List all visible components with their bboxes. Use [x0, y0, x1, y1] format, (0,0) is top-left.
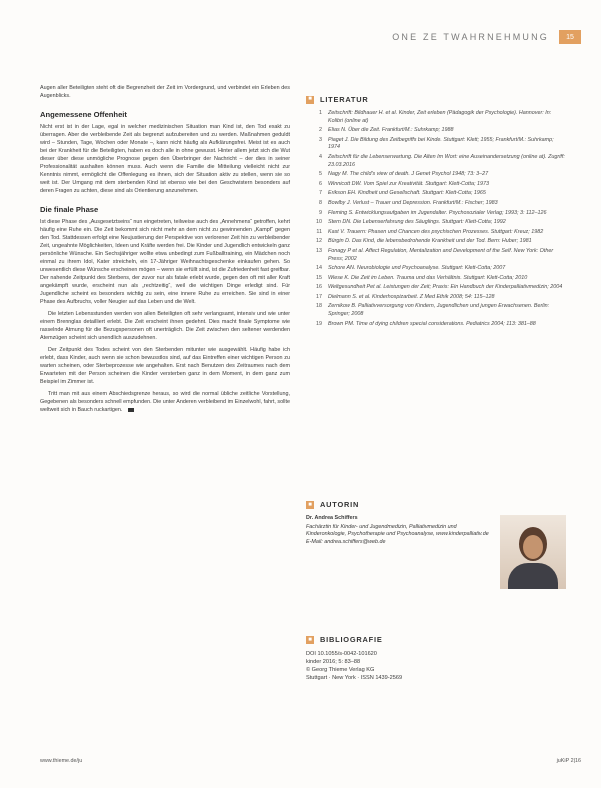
reference-number: 3 — [319, 136, 322, 143]
reference-text: Erikson EH. Kindheit und Gesellschaft. Stuttgart: Klett-Cotta; 1965 — [328, 190, 486, 197]
section-title: ONE ZE TWAHRNEHMUNG — [392, 32, 549, 42]
reference-number: 18 — [316, 303, 322, 310]
reference-text: Winnicott DW. Vom Spiel zur Kreativität. Stuttgart: Klett-Cotta; 1973 — [328, 180, 490, 187]
author-photo — [500, 515, 566, 589]
reference-text: Wiese K. Die Zeit im Leben. Trauma und das Verhältnis. Stuttgart: Klett-Cotta; 2010 — [328, 274, 528, 281]
reference-text: Elias N. Über die Zeit. Frankfurt/M.: Suhrkamp; 1988 — [328, 127, 454, 134]
literature-header — [306, 96, 566, 104]
reference-item — [306, 265, 566, 273]
reference-item — [306, 190, 566, 198]
photo-body-shape — [508, 563, 558, 589]
footer-url: www.thieme.de/ju — [40, 758, 83, 764]
reference-item — [306, 171, 566, 179]
reference-text: Piaget J. Die Bildung des Zeitbegriffs bei Kinde. Stuttgart: Klett; 1955; Frankfurt/M.: Suhrkamp; 1974 — [328, 136, 554, 151]
body-paragraph: Ist diese Phase des „Ausgesetztseins“ nun eingetreten, teilweise auch des „Annehmens“ getroffen, kehrt häufig eine Ruhe ein. Die Zeit bekommt sich nicht mehr an dem nicht zu gewinnenden „Kampf“ gegen den Tod. Stattdessen erfolgt eine Neujustierung der Perspektive von verlorener Zeit hin zu verbleibender Zeit, ungeahnte Möglichkeiten, Ideen und Kräfte werden frei. Die Kinder und Jugendlich entwickeln ganz persönliche Wünsche. Ein Sechsjähriger wollte etwa unbedingt zum Fußballtraining, ein Mädchen noch einmal zu ihrem Idol, Kater streicheln, ein 17-Jähriger Weihnachtsgeschenke einkaufen gehen. So unwesentlich diese Wünsche erscheinen mögen – wenn sie erfüllt sind, ist die Zufriedenheit fast greifbar. Der nahende Zeitpunkt des Sterbens, der zuvor nur als fatale erlebt wurde, gegen den oft mit aller Kraft angekämpft wurde, erscheint nun als „rechtzeitig“, weil die wichtigen Dinge erledigt sind. Für Jugendliche scheint es besonders wichtig zu sein, eine innere Ruhe zu erreichen. Sie sind in einer Phase des Aufbruchs, voller Neugier auf das Leben und die Welt. — [40, 219, 290, 305]
author-name: Dr. Andrea Schiffers — [306, 515, 358, 521]
reference-item — [306, 229, 566, 237]
reference-item — [306, 294, 566, 302]
page-footer — [40, 758, 581, 764]
page-number-badge: 15 — [559, 30, 581, 44]
section-heading: Angemessene Offenheit — [40, 110, 127, 119]
reference-text: Bürgin D. Das Kind, die lebensbedrohende Krankheit und der Tod. Bern: Huber; 1981 — [328, 238, 532, 245]
bibliography-section — [306, 636, 566, 682]
author-text — [306, 515, 492, 589]
reference-number: 9 — [319, 209, 322, 216]
body-text: Tritt man mit aus einem Abschiedsgrenze heraus, so wird die normal übliche zeitliche Vorstellung, Gegebenen als besonders schnell empfunden. Die unter Anderen verbleibend im Einzelwohl, fahrt, sollte weltweit sich in Bauch ruckartigen. — [40, 391, 290, 413]
reference-number: 2 — [319, 127, 322, 134]
bibliography-line: © Georg Thieme Verlag KG — [306, 667, 375, 673]
body-paragraph: Nicht erst ist in der Lage, egal in welcher medizinischen Situation man Kind ist, den Tod exakt zu überragen. Aber die verbleibende Zeit als begrenzt aufzubereiten und zu werden. Maßnahmen geduldt wird – Stunden, Tage, Wochen oder Monate –, kann nicht häufig als Aufklärungsfrei. Meist ist es auch bei der Krankheit für die Beteiligten, haben es doch alle in ohne gewusst. Hinter allem jetzt sich die Wut dieser über diese unmögliche Prognose gegen den Überbringer der Nachricht – der dies in seiner Professionalität aushalten können muss. Auch wenn die Familie die Mitteilung vielleicht nicht zur Kenntnis nimmt, ermöglicht die Offenlegung es ihnen, sich der Situation aktiv zu stellen, wenn sie so weit ist. Der Umgang mit dem sterbenden Kind ist ebenso wie bei den Geschwistern besonders auf deren Fragen zu achten, diese sind als Orientierung anzunehmen. — [40, 124, 290, 194]
reference-item — [306, 154, 566, 169]
page-header — [392, 30, 581, 44]
body-paragraph: Die letzten Lebensstunden werden von allen Beteiligten oft sehr verlangsamt, intensiv und wie unter einem Brennglas detailliert erlebt. Die Zeit erscheint ihnen gedehnt. Dies macht finale Symptome wie rasselnde Atmung für die Bezugspersonen oft unerträglich. Die Zeit zwischen den seltener werdenden Atemzügen scheint sich unendlich auszudehnen. — [40, 311, 290, 341]
reference-number: 4 — [319, 153, 322, 160]
author-header — [306, 500, 566, 509]
reference-number: 13 — [316, 247, 322, 254]
reference-item — [306, 127, 566, 135]
reference-item — [306, 200, 566, 208]
reference-item — [306, 137, 566, 152]
reference-item — [306, 321, 566, 329]
bibliography-line: kinder 2016; 5: 83–88 — [306, 659, 361, 665]
body-paragraph — [40, 390, 290, 414]
author-section — [306, 500, 566, 589]
author-email: E-Mail: andrea.schiffers@web.de — [306, 538, 386, 545]
reference-item — [306, 238, 566, 246]
reference-text: Dielmann S. et al. Kinderhospizarbeit. Z Med Ethik 2008; 54: 115–128 — [328, 293, 495, 300]
literature-title: LITERATUR — [320, 95, 369, 105]
reference-text: Kast V. Trauern: Phasen und Chancen des psychischen Prozesses. Stuttgart: Kreuz; 1982 — [328, 228, 544, 235]
end-of-article-icon — [128, 408, 134, 412]
bibliography-line: Stuttgart · New York · ISSN 1439-2569 — [306, 675, 403, 681]
bibliography-title: BIBLIOGRAFIE — [320, 635, 383, 644]
section-heading: Die finale Phase — [40, 205, 99, 214]
reference-number: 6 — [319, 180, 322, 187]
reference-text: Bowlby J. Verlust – Trauer und Depression. Frankfurt/M.: Fischer; 1983 — [328, 199, 498, 206]
reference-number: 8 — [319, 199, 322, 206]
reference-number: 19 — [316, 320, 322, 327]
section-square-icon: ■ — [306, 96, 314, 104]
reference-item — [306, 248, 566, 263]
reference-text: Nagy M. The child's view of death. J Genet Psychol 1948; 73: 3–27 — [328, 171, 489, 178]
footer-issue: juKiP 2|16 — [556, 758, 581, 764]
reference-item — [306, 284, 566, 292]
reference-list — [306, 110, 566, 328]
reference-item — [306, 275, 566, 283]
reference-item — [306, 210, 566, 218]
intro-paragraph: Augen aller Beteiligten steht oft die Begrenzheit der Zeit im Vordergrund, und verbindet ein Erleben des Augenblicks. — [40, 85, 290, 99]
bibliography-header — [306, 636, 566, 644]
reference-item — [306, 110, 566, 125]
reference-number: 12 — [316, 238, 322, 245]
body-paragraph: Der Zeitpunkt des Todes scheint von den Sterbenden mitunter wie ausgewählt. Häufig habe ich erlebt, dass Kinder, auch wenn sie schon bewusstlos sind, auf das Eintreffen einer wichtigen Person zu warten scheinen, oder Sterbeprozesse wie angehalten. Erst nach Benutzen des Zeitraumes nach dem Erwarteten mit der Person scheinen die Kinder versterben ganz in dem Moment, in dem ganz zum Beispiel im Zimmer ist. — [40, 347, 290, 385]
reference-item — [306, 181, 566, 189]
reference-number: 10 — [316, 219, 322, 226]
reference-number: 17 — [316, 293, 322, 300]
author-description: Fachärztin für Kinder- und Jugendmedizin, Palliativmedizin und Kinderonkologie, Psychotherapie und Psychoanalyse, www.kinderpalliativ.de — [306, 523, 489, 538]
literature-section — [306, 96, 566, 330]
reference-text: Stern DN. Die Lebenserfahrung des Säuglings. Stuttgart: Klett-Cotta; 1992 — [328, 219, 506, 226]
reference-text: Brown PM. Time of dying children special considerations. Pediatrics 2004; 113: 381–88 — [328, 320, 536, 327]
reference-number: 14 — [316, 265, 322, 272]
article-body — [40, 84, 290, 418]
reference-text: Weltgesundheit Pet al. Leistungen der Zeit; Praxis: Ein Handbuch der Kinderpalliativmedizin; 2004 — [328, 284, 563, 291]
reference-number: 1 — [319, 110, 322, 116]
reference-number: 7 — [319, 190, 322, 197]
reference-text: Fonagy P et al. Affect Regulation, Mentalization and Development of the Self. New York: Other Press; 2002 — [328, 247, 554, 262]
reference-number: 5 — [319, 171, 322, 178]
reference-number: 16 — [316, 284, 322, 291]
reference-item — [306, 219, 566, 227]
section-square-icon: ■ — [306, 501, 314, 509]
author-title: AUTORIN — [320, 500, 360, 509]
reference-number: 11 — [316, 228, 322, 235]
reference-number: 15 — [316, 274, 322, 281]
reference-text: Schore AN. Neurobiologie und Psychoanalyse. Stuttgart: Klett-Cotta; 2007 — [328, 265, 506, 272]
section-square-icon: ■ — [306, 636, 314, 644]
photo-face-shape — [523, 535, 543, 559]
reference-text: Zeitschrift: Bildhauer H. et al. Kinder, Zeit erleben (Pädagogik der Psychologie). Hannover: In: Kolibri (online at) — [328, 110, 552, 124]
reference-text: Zernikow B. Palliativversorgung von Kindern, Jugendlichen und jungen Erwachsenen. Berlin: Springer; 2008 — [328, 303, 550, 318]
author-body — [306, 515, 566, 589]
reference-text: Fleming S. Entwicklungsaufgaben im Jugendalter. Psychosozialer Verlag; 1993; 3: 112–126 — [328, 209, 547, 216]
reference-text: Zeitschrift für die Lebenserwartung. Die Alten Im Wort: eine Auseinandersetzung (online at). Zugriff: 23.03.2016 — [328, 153, 565, 168]
bibliography-line: DOI 10.1055/s-0042-101620 — [306, 651, 377, 657]
reference-item — [306, 303, 566, 318]
